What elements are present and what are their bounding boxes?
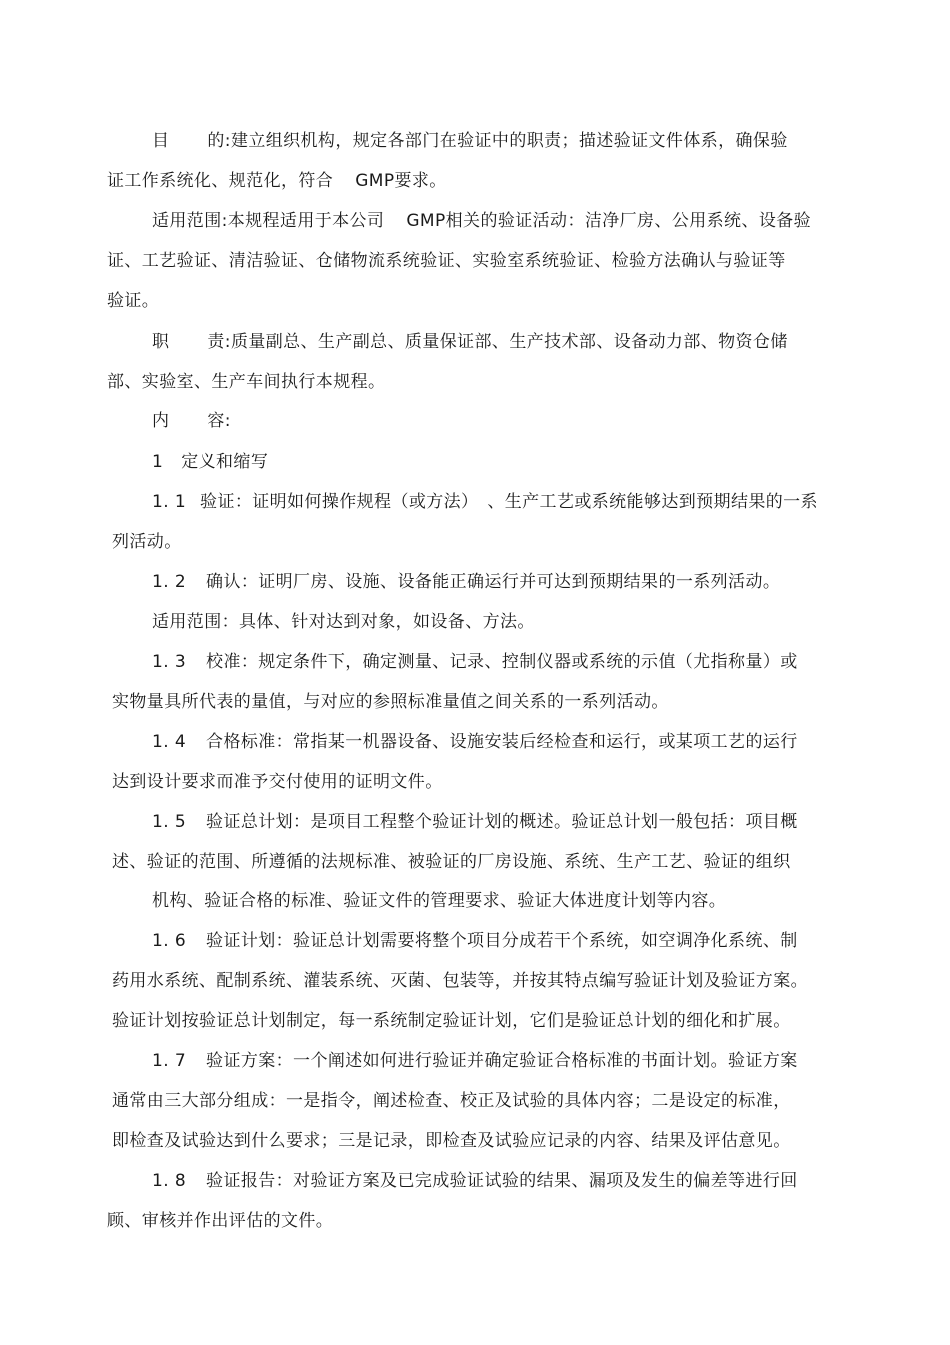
item-1-1-line-1: [152, 491, 818, 513]
duty-label-b: 责:: [207, 332, 231, 352]
scope-line-3: 验证。: [107, 291, 160, 311]
scope-label: 适用范围:: [152, 211, 228, 231]
item-1-7-line-2: 通常由三大部分组成：一是指令，阐述检查、校正及试验的具体内容；二是设定的标准，: [112, 1091, 791, 1111]
item-1-5-line-1: [152, 811, 798, 833]
scope-gmp: GMP: [406, 211, 446, 231]
item-1-4-line-1: [152, 731, 798, 753]
scope-line-1: [152, 210, 811, 232]
item-1-4-num: 1. 4: [152, 732, 187, 752]
item-1-5-line-3: 机构、验证合格的标准、验证文件的管理要求、验证大体进度计划等内容。: [152, 891, 727, 911]
section-1-num: 1: [152, 452, 164, 472]
item-1-8-num: 1. 8: [152, 1171, 187, 1191]
item-1-6-line-2: 药用水系统、配制系统、灌装系统、灭菌、包装等，并按其特点编写验证计划及验证方案。: [112, 971, 808, 991]
duty-line-1: [152, 331, 788, 353]
item-1-8-line-2: 顾、审核并作出评估的文件。: [107, 1211, 334, 1231]
purpose-line-2: [107, 170, 447, 192]
purpose-text-1: 建立组织机构，规定各部门在验证中的职责；描述验证文件体系，确保验: [230, 131, 788, 151]
item-1-1-line-2: 列活动。: [112, 532, 182, 552]
item-1-5-text-1: 验证总计划：是项目工程整个验证计划的概述。验证总计划一般包括：项目概: [206, 812, 798, 832]
section-1-heading: [152, 451, 268, 473]
item-1-3-line-2: 实物量具所代表的量值，与对应的参照标准量值之间关系的一系列活动。: [112, 692, 669, 712]
purpose-label-a: 目: [152, 131, 170, 151]
item-1-7-num: 1. 7: [152, 1051, 187, 1071]
item-1-8-text-1: 验证报告：对验证方案及已完成验证试验的结果、漏项及发生的偏差等进行回: [206, 1171, 798, 1191]
content-label-a: 内: [152, 411, 170, 431]
duty-line-2: 部、实验室、生产车间执行本规程。: [107, 372, 386, 392]
content-label-b: 容:: [207, 411, 231, 431]
content-heading: [152, 410, 231, 432]
item-1-1-text-1: 验证：证明如何操作规程（或方法） 、生产工艺或系统能够达到预期结果的一系: [200, 492, 818, 512]
scope-text-1b: 相关的验证活动：洁净厂房、公用系统、设备验: [445, 211, 812, 231]
item-1-7-text-1: 验证方案：一个阐述如何进行验证并确定验证合格标准的书面计划。验证方案: [206, 1051, 798, 1071]
item-1-3-num: 1. 3: [152, 652, 187, 672]
item-1-2-scope: 适用范围：具体、针对达到对象，如设备、方法。: [152, 612, 535, 632]
item-1-2-line-1: [152, 571, 780, 593]
duty-label-a: 职: [152, 332, 170, 352]
item-1-3-line-1: [152, 651, 798, 673]
purpose-text-2b: 要求。: [394, 171, 447, 191]
item-1-6-num: 1. 6: [152, 931, 187, 951]
item-1-7-line-1: [152, 1050, 798, 1072]
purpose-label-b: 的:: [207, 131, 231, 151]
item-1-2-text-1: 确认：证明厂房、设施、设备能正确运行并可达到预期结果的一系列活动。: [206, 572, 781, 592]
scope-line-2: 证、工艺验证、清洁验证、仓储物流系统验证、实验室系统验证、检验方法确认与验证等: [107, 251, 786, 271]
purpose-text-2a: 证工作系统化、规范化，符合: [107, 171, 334, 191]
scope-text-1a: 本规程适用于本公司: [227, 211, 385, 231]
item-1-4-text-1: 合格标准：常指某一机器设备、设施安装后经检查和运行，或某项工艺的运行: [206, 732, 798, 752]
item-1-6-line-1: [152, 930, 798, 952]
section-1-title: 定义和缩写: [181, 452, 269, 472]
item-1-1-num: 1. 1: [152, 492, 187, 512]
purpose-gmp: GMP: [355, 171, 395, 191]
item-1-5-num: 1. 5: [152, 812, 187, 832]
item-1-5-line-2: 述、验证的范围、所遵循的法规标准、被验证的厂房设施、系统、生产工艺、验证的组织: [112, 852, 791, 872]
item-1-3-text-1: 校准：规定条件下，确定测量、记录、控制仪器或系统的示值（尤指称量）或: [206, 652, 798, 672]
duty-text-1: 质量副总、生产副总、质量保证部、生产技术部、设备动力部、物资仓储: [230, 332, 788, 352]
item-1-6-line-3: 验证计划按验证总计划制定，每一系统制定验证计划，它们是验证总计划的细化和扩展。: [112, 1011, 791, 1031]
item-1-6-text-1: 验证计划：验证总计划需要将整个项目分成若干个系统，如空调净化系统、制: [206, 931, 798, 951]
item-1-8-line-1: [152, 1170, 798, 1192]
item-1-7-line-3: 即检查及试验达到什么要求；三是记录，即检查及试验应记录的内容、结果及评估意见。: [112, 1131, 791, 1151]
item-1-2-num: 1. 2: [152, 572, 187, 592]
purpose-line-1: [152, 130, 788, 152]
item-1-4-line-2: 达到设计要求而准予交付使用的证明文件。: [112, 772, 443, 792]
